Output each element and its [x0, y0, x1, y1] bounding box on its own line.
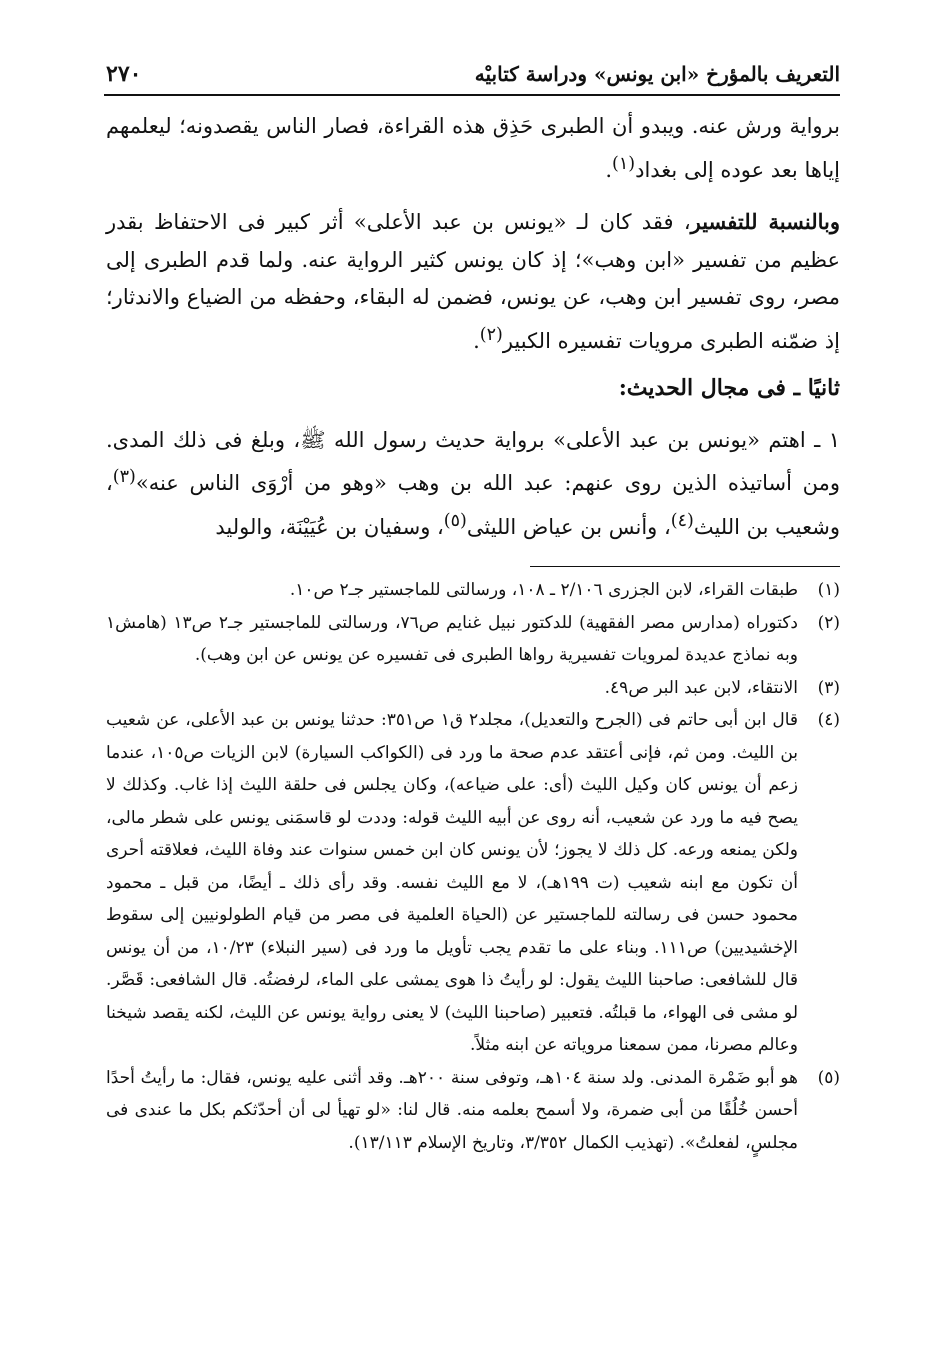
footnote-ref-2[interactable]: (٢) — [479, 324, 503, 345]
page-header — [106, 58, 840, 90]
footnote-ref-4[interactable]: (٤) — [670, 510, 694, 531]
page-number: ٢٧٠ — [106, 61, 142, 87]
paragraph-2-text: ، فقد كان لـ «يونس بن عبد الأعلى» أثر كبير فى الاحتفاظ بقدر عظيم من تفسير «ابن وهب»؛ إذ كان يونس كثير الرواية عنه. ولما قدم الطبرى إلى مصر، روى تفسير ابن وهب، عن يونس، فضمن له البقاء، وحفظه من الضياع والاندثار؛ إذ ضمّنه الطبرى مرويات تفسيره الكبير — [106, 210, 840, 353]
footnotes-divider — [530, 566, 840, 567]
paragraph-2-lead: وبالنسبة للتفسير — [690, 209, 840, 234]
footnote-ref-3[interactable]: (٣) — [112, 467, 136, 487]
footnote-text: دكتوراه (مدارس مصر الفقهية) للدكتور نبيل غنايم ص٧٦، ورسالتى للماجستير جـ٢ ص١٣ (هامش١ وبه نماذج عديدة لمرويات تفسيرية رواها الطبرى فى تفسيره عن يونس عن ابن وهب). — [106, 612, 798, 665]
paragraph-1-end: . — [605, 157, 613, 182]
footnote-text: طبقات القراء، لابن الجزرى ٢/١٠٦ ـ ١٠٨، ورسالتى للماجستير جـ٢ ص١٠. — [289, 580, 798, 600]
footnote-number: (٢) — [817, 612, 840, 633]
paragraph-3 — [106, 422, 840, 547]
paragraph-3-text-a: ١ ـ اهتم «يونس بن عبد الأعلى» برواية حديث رسول الله ﷺ، وبلغ فى ذلك المدى. ومن أساتيذه الذين روى عنهم: عبد الله بن وهب «وهو من أرْوَى الناس عنه» — [106, 427, 840, 495]
paragraph-3-text-d: ، وسفيان بن عُيَيْنَة، والوليد — [215, 514, 444, 539]
main-text — [106, 108, 840, 546]
running-title: التعريف بالمؤرخ «ابن يونس» ودراسة كتابيْه — [474, 62, 840, 86]
paragraph-1-text: برواية ورش عنه. ويبدو أن الطبرى حَذِق هذه القراءة، فصار الناس يقصدونه؛ ليعلمهم إياها بعد عوده إلى بغداد — [106, 114, 840, 182]
footnote-3 — [106, 672, 840, 705]
footnote-number: (٤) — [817, 710, 840, 730]
section-heading: ثانيًا ـ فى مجال الحديث: — [618, 375, 840, 401]
footnote-number: (٥) — [817, 1067, 840, 1088]
footnote-number: (١) — [817, 580, 840, 600]
footnote-2 — [106, 607, 840, 672]
footnote-number: (٣) — [817, 677, 840, 698]
footnotes — [106, 574, 840, 1159]
footnote-text: الانتقاء، لابن عبد البر ص٤٩. — [604, 677, 798, 698]
footnote-4 — [106, 704, 840, 1062]
paragraph-3-text-b: ، وشعيب بن الليث — [106, 471, 840, 539]
paragraph-3-text-c: ، وأنس بن عياض الليثى — [466, 514, 671, 539]
footnote-5 — [106, 1062, 840, 1160]
paragraph-2 — [106, 203, 840, 360]
footnote-ref-1[interactable]: (١) — [612, 153, 636, 174]
footnote-text: قال ابن أبى حاتم فى (الجرح والتعديل)، مجلد٢ ق١ ص٣٥١: حدثنا يونس بن عبد الأعلى، عن شعيب بن الليث. ومن ثم، فإنى أعتقد عدم صحة ما ورد فى (الكواكب السيارة) لابن الزيات ص١٠٥، عندما زعم أن يونس كان وكيل الليث (أى: على ضياعه)، وكان يجلس فى حلقة الليث إذا غاب. وكذلك لا يصح فيه ما ورد عن شعيب، أنه روى عن أبيه الليث قوله: وددت لو قاسمَنى يونس على شطر مالى، ولكن يمنعه ورعه. كل ذلك لا يجوز؛ لأن يونس كان ابن خمس سنوات عند وفاة الليث، فعلاقته أحرى أن تكون مع ابنه شعيب (ت ١٩٩هـ)، لا مع الليث نفسه. وقد رأى ذلك ـ أيضًا، من قبل ـ محمود محمود حسن فى رسالته للماجستير عن (الحياة العلمية فى مصر من قيام الطولونيين إلى سقوط الإخشيديين) ص١١١. وبناء على ما تقدم يجب تأويل ما ورد فى (سير النبلاء) ١٠/٢٣، من أن يونس قال للشافعى: صاحبنا الليث يقول: لو رأيتُ ذا هوى يمشى على الماء، لرفضتُه. قال الشافعى: قَصَّر. لو مشى فى الهواء، ما قبلتُه. فتعبير (صاحبنا الليث) لا يعنى رواية يونس عن الليث، لكنه يقصد شيخنا وعالم مصرنا، ممن سمعنا مروياته عن ابنه مثلاً. — [106, 710, 799, 1055]
paragraph-2-end: . — [473, 328, 480, 353]
footnote-text: هو أبو ضَمْرة المدنى. ولد سنة ١٠٤هـ، وتوفى سنة ٢٠٠هـ. وقد أثنى عليه يونس، فقال: ما رأيتُ أحدًا أحسن خُلُقًا من أبى ضمرة، ولا أسمح بعلمه منه. قال لنا: «لو تهيأ لى أن أحدّثكم بكل ما عندى فى مجلسٍ، لفعلتُ». (تهذيب الكمال ٣/٣٥٢، وتاريخ الإسلام ١٣/١١٣). — [106, 1067, 798, 1153]
header-divider — [104, 94, 840, 96]
footnote-ref-5[interactable]: (٥) — [443, 510, 467, 531]
paragraph-1 — [106, 108, 840, 189]
footnote-1 — [106, 574, 840, 607]
